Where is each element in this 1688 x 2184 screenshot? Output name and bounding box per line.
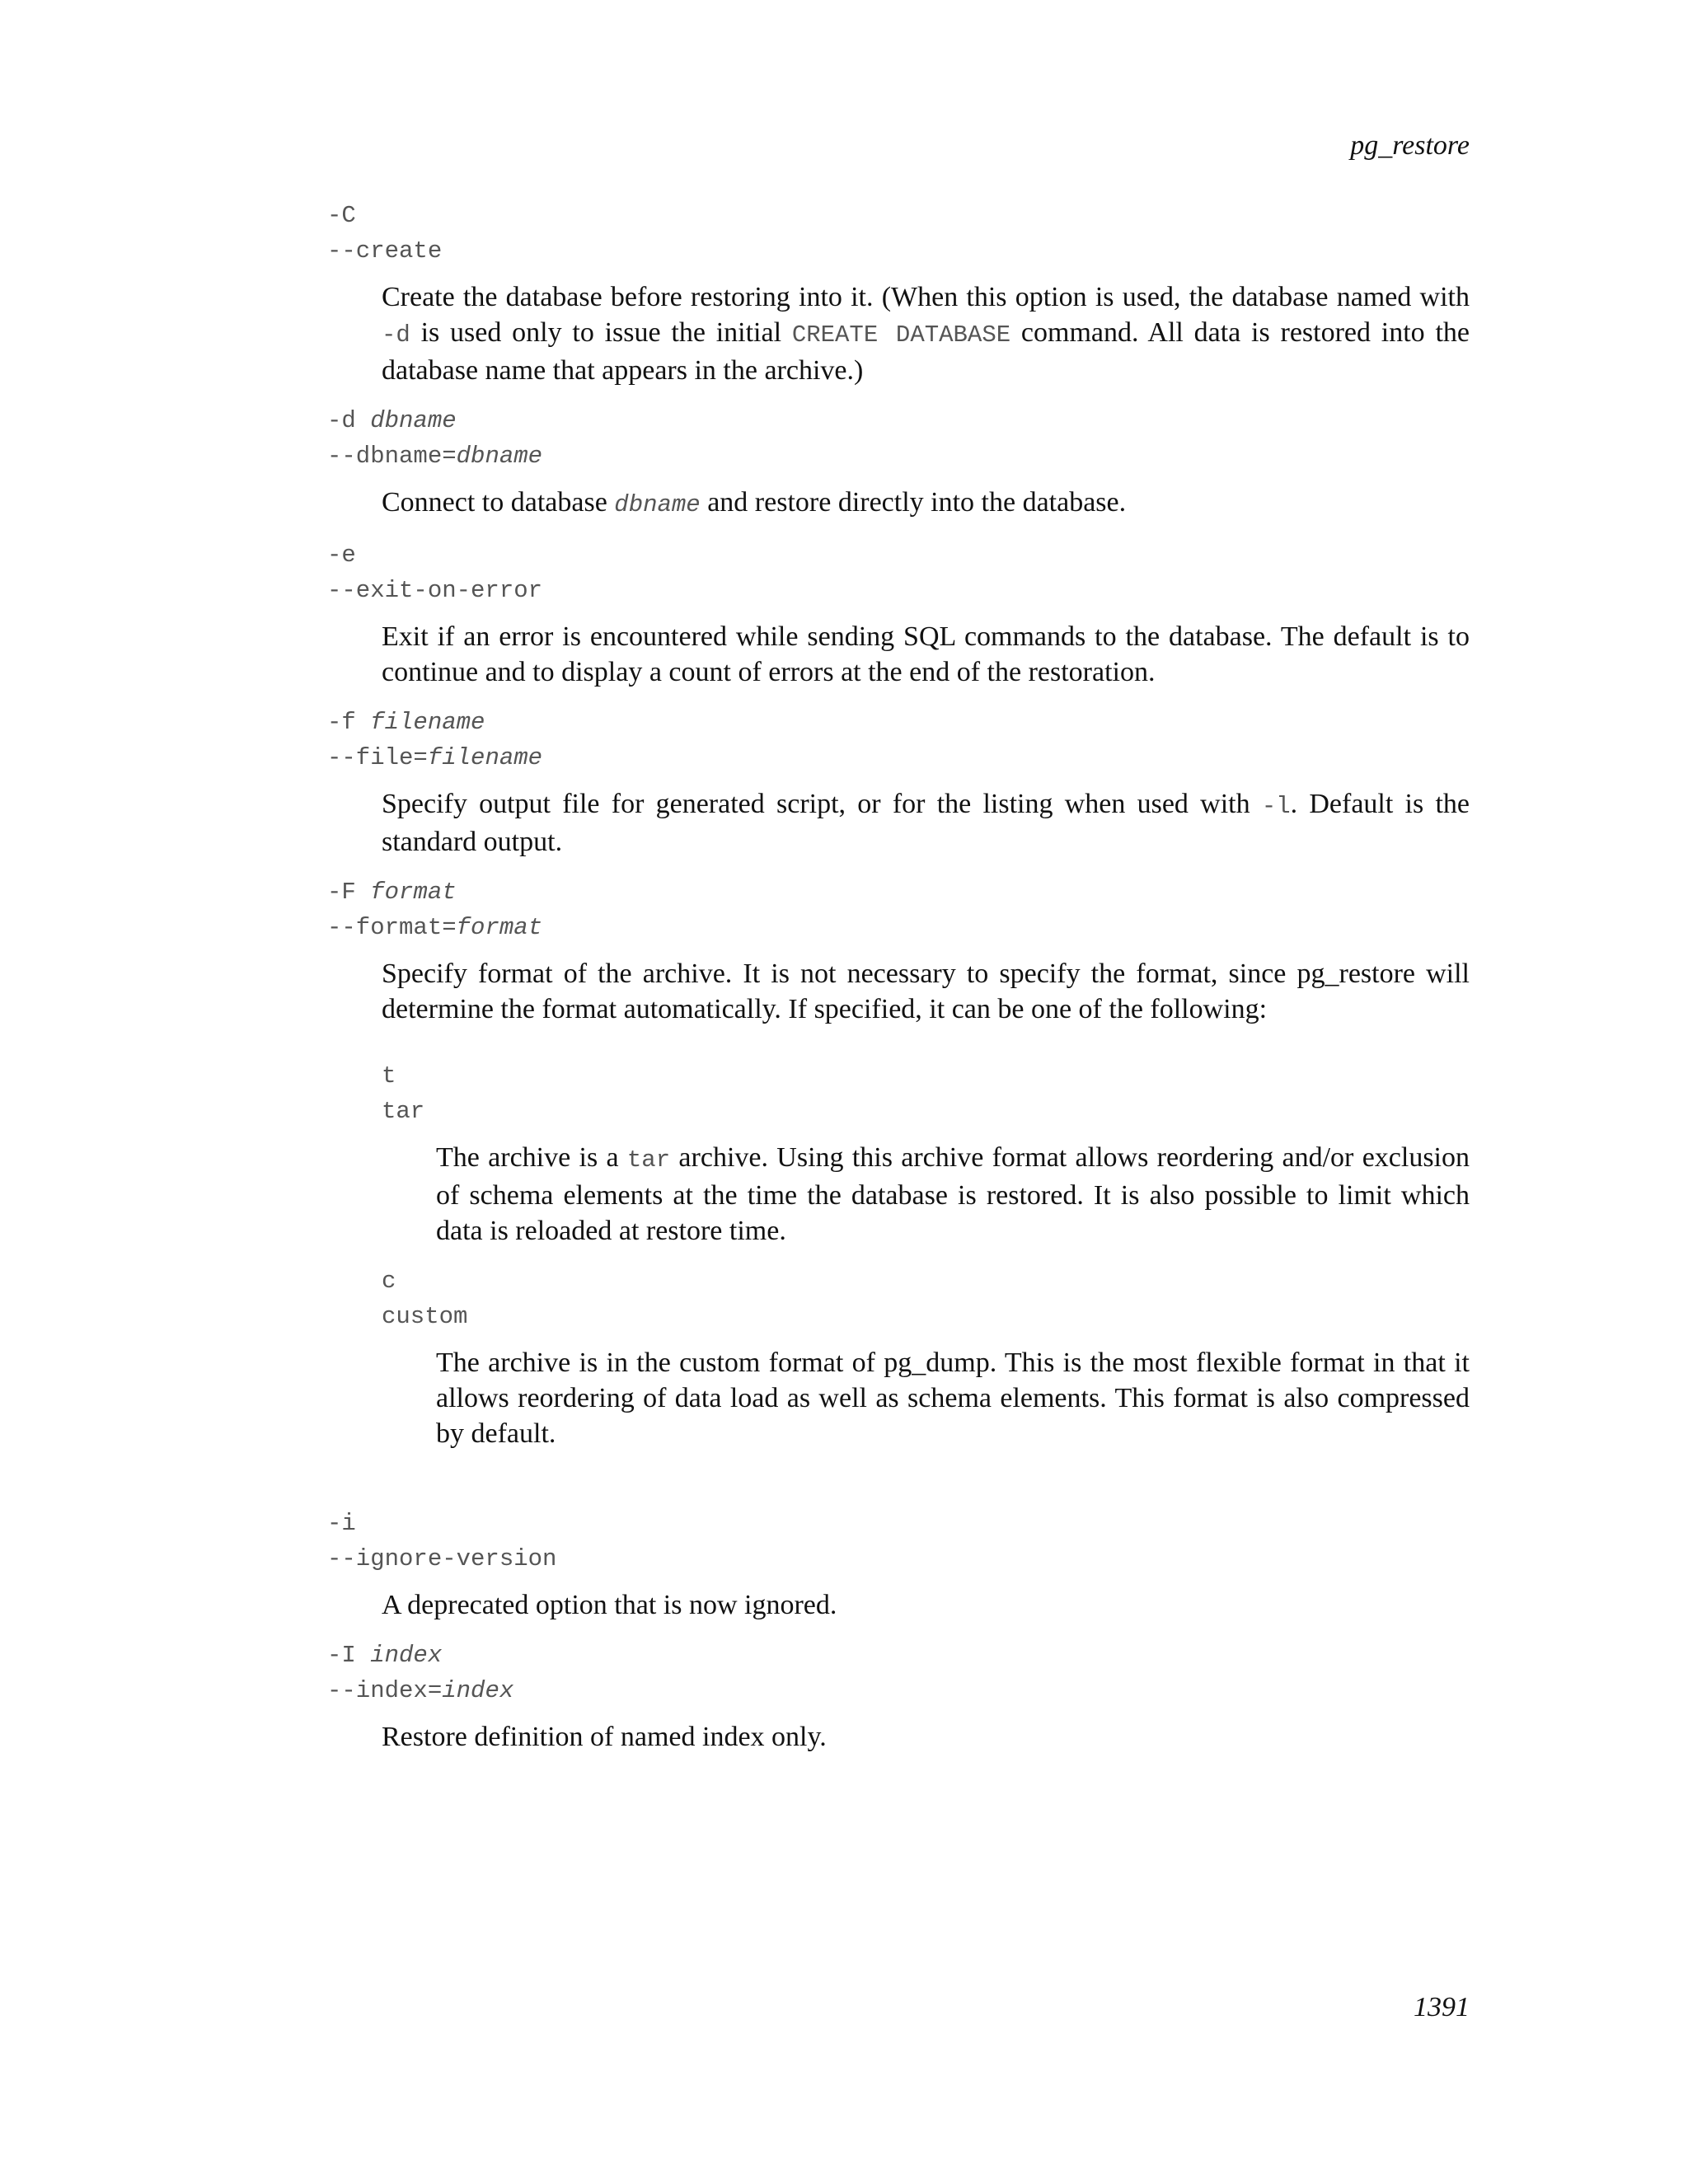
option-long [327,740,1470,776]
option-list [327,198,1470,1769]
value-short: t [382,1062,396,1090]
description-text: Specify output file for generated script, or for the listing when used with [382,789,1262,819]
value-long: tar [382,1098,425,1125]
flag: --dbname= [327,443,457,470]
description-text: . Default is the standard output. [382,789,1470,857]
option-short [327,705,1470,740]
option-long: --ignore-version [327,1545,557,1572]
option-long [327,438,1470,474]
argument: dbname [370,407,457,434]
inline-code: dbname [614,491,701,518]
option-index [327,1638,1470,1755]
flag: -d [327,407,371,434]
description-text: is used only to issue the initial [410,317,792,348]
argument: dbname [456,443,543,470]
option-long [327,910,1470,945]
inline-code: tar [626,1146,671,1174]
option-short: -i [327,1510,356,1537]
value-description [436,1140,1470,1249]
description-text: archive. Using this archive format allows reordering and/or exclusion of schema elements at the time the database is restored. It is also possible to limit which data is reloaded at restore time. [436,1142,1470,1246]
option-short [327,1638,1470,1673]
option-format [327,874,1470,1506]
flag: --index= [327,1677,443,1704]
value-short: c [382,1268,396,1295]
format-value-list [382,1058,1470,1451]
description-text: Connect to database [382,487,615,518]
option-short [327,403,1470,438]
inline-code: CREATE DATABASE [791,321,1011,349]
option-description: A deprecated option that is now ignored. [382,1590,837,1620]
running-title: pg_restore [1350,130,1470,161]
option-long [327,1673,1470,1708]
option-file [327,705,1470,860]
flag: --file= [327,744,428,771]
option-description: Restore definition of named index only. [382,1722,827,1752]
option-description [382,279,1470,388]
option-description: Exit if an error is encountered while sending SQL commands to the database. The default is to continue and to display a count of errors at the end of the restoration. [382,621,1470,687]
option-exit-on-error [327,537,1470,690]
option-dbname [327,403,1470,523]
description-text: Create the database before restoring into it. (When this option is used, the database named with [382,282,1470,312]
option-short: -e [327,541,356,569]
argument: filename [427,744,543,771]
argument: format [370,879,457,906]
option-long: --create [327,237,443,265]
flag: -I [327,1642,371,1669]
flag: -F [327,879,371,906]
description-text: The archive is a [436,1142,627,1173]
flag: -f [327,709,371,736]
inline-code: -d [382,321,410,349]
value-long: custom [382,1303,468,1330]
value-description: The archive is in the custom format of pg_dump. This is the most flexible format in that it allows reordering of data load as well as schema elements. This format is also compressed by default. [436,1347,1470,1449]
option-short: -C [327,202,356,229]
option-description [382,786,1470,860]
option-ignore-version [327,1506,1470,1623]
argument: format [456,914,543,941]
page-number: 1391 [1414,1992,1470,2022]
description-text: command. All data is restored into the database name that appears in the archive.) [382,317,1470,386]
description-text: and restore directly into the database. [700,487,1127,518]
option-description: Specify format of the archive. It is not necessary to specify the format, since pg_restore will determine the format automatically. If specified, it can be one of the following: [382,958,1470,1024]
inline-code: -l [1261,793,1291,820]
flag: --format= [327,914,457,941]
option-create [327,198,1470,388]
argument: index [442,1677,514,1704]
option-long: --exit-on-error [327,577,543,604]
format-value-custom [382,1263,1470,1451]
option-description [382,485,1470,523]
argument: filename [370,709,485,736]
format-value-tar [382,1058,1470,1249]
argument: index [370,1642,443,1669]
spacer [327,1466,1470,1506]
option-short [327,874,1470,910]
